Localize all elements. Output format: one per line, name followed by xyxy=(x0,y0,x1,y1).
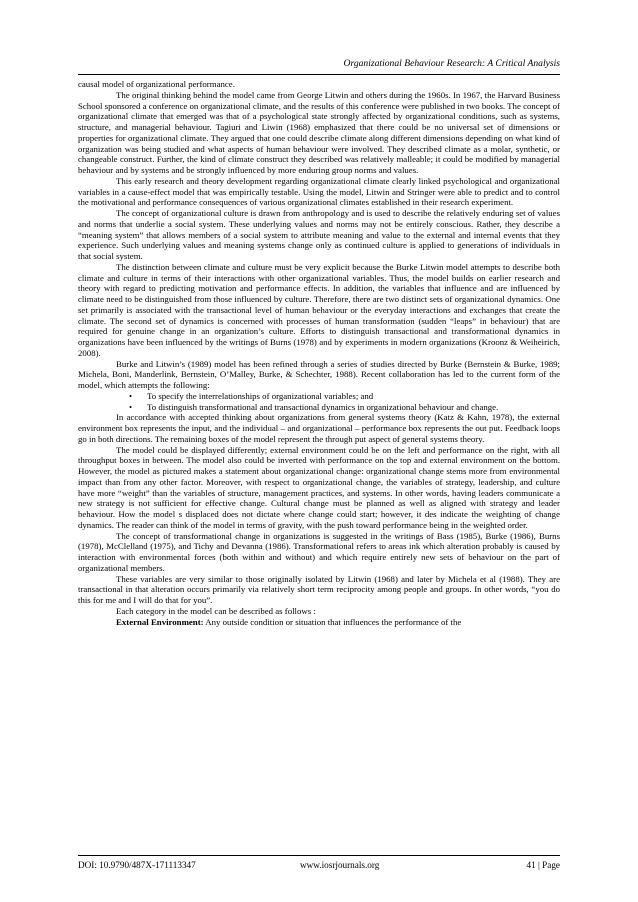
doi-label: DOI: 10.9790/487X-171113347 xyxy=(78,860,196,870)
paragraph-continuation: causal model of organizational performance. xyxy=(78,79,235,89)
objectives-list xyxy=(78,391,560,413)
paragraph-external-environment xyxy=(78,617,560,628)
paragraph-origins: The original thinking behind the model came from George Litwin and others during the 1960s. In 1967, the Harvard Business School sponsored a conference on organizational climate, and the results of this conference were published in two books. The concept of organizational climate that emerged was that of a psychological state strongly affected by organizational conditions, such as systems, structure, and managerial behaviour. Tagiuri and Liwin (1968) emphasized that there could be no universal set of dimensions or properties for organizational climate. They argued that one could describe climate along different dimensions depending on what kind of organization was being studied and what aspects of human behaviour were involved. They described climate as a molar, synthetic, or changeable construct. Further, the kind of climate construct they described was relatively malleable; it could be modified by managerial behaviour and by systems and be strongly influenced by more enduring group norms and values. xyxy=(78,89,560,175)
paragraph-climate-culture-distinction: The distinction between climate and culture must be very explicit because the Burke Litwin model attempts to describe both climate and culture in terms of their interactions with other organizational variables. Thus, the model builds on earlier research and theory with regard to predicting motivation and performance effects. In addition, the variables that influence and are influenced by climate need to be distinguished from those influenced by culture. Therefore, there are two distinct sets of organizational dynamics. One set primarily is associated with the transactional level of human behaviour or the everyday interactions and exchanges that create the climate. The second set of dynamics is concerned with processes of human transformation (sudden “leaps” in behaviour) that are required for genuine change in an organization’s culture. Efforts to distinguish transactional and transformational dynamics in organizations have been influenced by the writings of Burns (1978) and by experiments in modern organizations (Kroonz & Weiheirich, 2008). xyxy=(78,261,560,358)
paragraph-transactional-variables: These variables are very similar to those originally isolated by Litwin (1968) and later by Michela et al (1988). They are transactional in that alteration occurs primarily via relatively short term reciprocity among people and groups. In other words, “you do this for me and I will do that for you”. xyxy=(78,573,560,605)
list-item-text: To specify the interrelationships of organizational variables; and xyxy=(147,390,374,401)
paragraph-model-display: The model could be displayed differently; external environment could be on the left and performance on the right, with all throughput boxes in between. The model also could be inverted with performance on the top and external environment on the bottom. However, the model as pictured makes a statement about organizational change: organizational change stems more from environmental impact than from any other factor. Moreover, with respect to organizational change, the variables of strategy, leadership, and culture have more “weight” than the variables of structure, management practices, and systems. In other words, having leaders communicate a new strategy is not sufficient for effective change. Cultural change must be planned as well as aligned with strategy and leader behaviour. How the model s displaced does not dictate where change could start; however, it des indicate the weighting of change dynamics. The reader can think of the model in terms of gravity, with the push toward performance being in the weighted order. xyxy=(78,444,560,530)
footer-rule xyxy=(78,855,560,856)
definition-text: Any outside condition or situation that influences the performance of the xyxy=(203,616,462,627)
paragraph-systems-theory: In accordance with accepted thinking about organizations from general systems theory (Katz & Kahn, 1978), the external environment box represents the input, and the individual – and organizational – performance box represents the out put. Feedback loops go in both directions. The remaining boxes of the model represent the through put aspect of general systems theory. xyxy=(78,412,560,444)
journal-website: www.iosrjournals.org xyxy=(300,860,380,870)
list-item xyxy=(127,402,560,413)
paragraph-model-refinement: Burke and Litwin’s (1989) model has been refined through a series of studies directed by Burke (Bernstein & Burke, 1989; Michela, Boni, Manderlink, Bernstein, O’Malley, Burke, & Schechter, 1988). Recent collaboration has led to the current form of the model, which attempts the following: xyxy=(78,358,560,390)
running-header: Organizational Behaviour Research: A Critical Analysis xyxy=(343,58,560,69)
paragraph-culture-concept: The concept of organizational culture is drawn from anthropology and is used to describe the relatively enduring set of values and norms that underlie a social system. These underlying values and norms may not be entirely conscious. Rather, they describe a “meaning system” that allows members of a social system to attribute meaning and value to the external and internal events that they experience. Such underlying values and meaning systems change only as continued culture is applied to generations of individuals in that social system. xyxy=(78,208,560,261)
list-item-text: To distinguish transformational and transactional dynamics in organizational behaviour and change. xyxy=(147,401,499,412)
header-rule xyxy=(78,74,560,75)
body-text xyxy=(78,79,560,627)
paragraph-category-intro: Each category in the model can be described as follows : xyxy=(116,605,316,616)
term-external-environment: External Environment: xyxy=(116,616,204,627)
list-item xyxy=(127,391,560,402)
bullet-icon: • xyxy=(129,390,133,401)
page-number: 41 | Page xyxy=(526,860,560,870)
bullet-icon: • xyxy=(129,401,133,412)
paragraph-transformational-change: The concept of transformational change in organizations is suggested in the writings of Bass (1985), Burke (1986), Burns (1978), McClelland (1975), and Tichy and Devanna (1986). Transformational refers to areas ink which alteration probably is caused by interaction with environmental forces (both within and without) and which require entirely new sets of behaviour on the part of organizational members. xyxy=(78,530,560,573)
paragraph-early-research: This early research and theory development regarding organizational climate clearly linked psychological and organizational variables in a cause-effect model that was empirically testable. Using the model, Litwin and Stringer were able to predict and to control the motivational and performance consequences of various organizational climates established in their research experiment. xyxy=(78,175,560,208)
